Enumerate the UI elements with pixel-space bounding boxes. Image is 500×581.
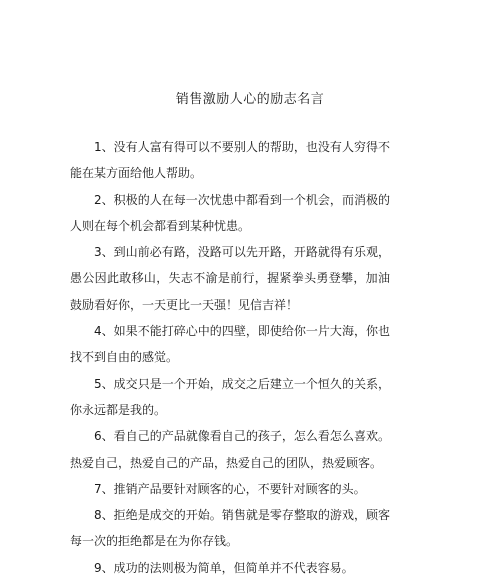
paragraph-1: 1、没有人富有得可以不要别人的帮助，也没有人穷得不能在某方面给他人帮助。: [70, 140, 390, 181]
paragraph-6: 6、看自己的产品就像看自己的孩子，怎么看怎么喜欢。热爱自己，热爱自己的产品，热爱自己的团队，热爱顾客。: [70, 429, 390, 470]
paragraph-5: 5、成交只是一个开始，成交之后建立一个恒久的关系，你永远都是我的。: [70, 376, 390, 417]
paragraph-7: 7、推销产品要针对顾客的心，不要针对顾客的头。: [94, 481, 366, 496]
paragraph-4: 4、如果不能打碎心中的四壁，即使给你一片大海，你也找不到自由的感觉。: [70, 324, 390, 365]
paragraph-2: 2、积极的人在每一次忧患中都看到一个机会，而消极的人则在每个机会都看到某种忧患。: [70, 192, 390, 233]
paragraph-3: 3、到山前必有路，没路可以先开路，开路就得有乐观，愚公因此敢移山，失志不渝是前行，握紧拳头勇登攀，加油鼓励看好你，一天更比一天强！见信吉祥！: [70, 245, 390, 312]
document-body: [70, 134, 390, 581]
paragraph-9: 9、成功的法则极为简单，但简单并不代表容易。: [94, 560, 354, 575]
paragraph-8: 8、拒绝是成交的开始。销售就是零存整取的游戏，顾客每一次的拒绝都是在为你存钱。: [70, 508, 390, 549]
document-title: 销售激励人心的励志名言: [175, 92, 325, 107]
